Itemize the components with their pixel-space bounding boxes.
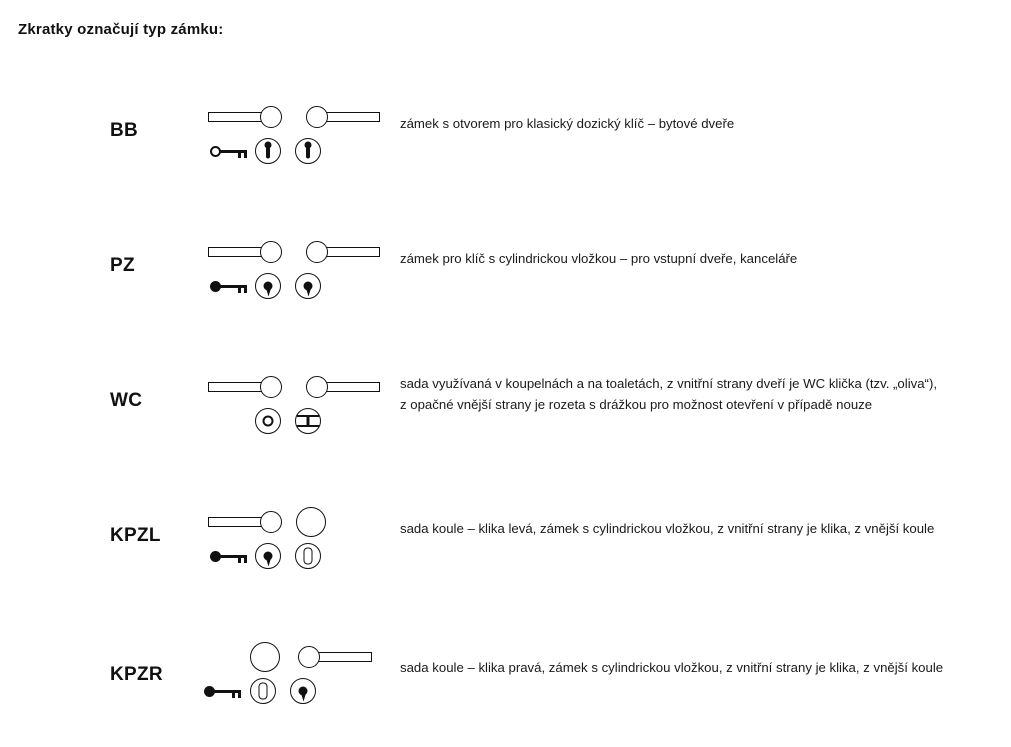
rosette-keyhole-bb-inner-icon (255, 138, 281, 164)
rosette-knob-icon (295, 543, 321, 569)
rosette-keyhole-pz-icon (290, 678, 316, 704)
row-code-pz: PZ (110, 255, 135, 276)
row-desc-kpzl (400, 518, 1000, 539)
key-solid-icon (210, 549, 250, 563)
row-desc-kpzl-line1: sada koule – klika levá, zámek s cylindrickou vložkou, z vnitřní strany je klika, z vnější koule (400, 521, 935, 536)
row-desc-wc-line2: z opačné vnější strany je rozeta s drážkou pro možnost otevření v případě nouze (400, 397, 873, 412)
row-code-kpzl: KPZL (110, 525, 161, 546)
key-outline-icon (210, 144, 250, 158)
key-solid-icon (204, 684, 244, 698)
row-glyphs-kpzl (200, 477, 390, 612)
row-code-wc: WC (110, 390, 143, 411)
handle-right-icon (296, 106, 380, 128)
rosette-wc-emergency-slot-icon (295, 408, 321, 434)
table-row (0, 72, 1011, 207)
rosette-keyhole-pz-inner-icon (255, 273, 281, 299)
key-solid-icon (210, 279, 250, 293)
handle-left-icon (208, 106, 292, 128)
row-code-kpzr: KPZR (110, 664, 163, 685)
knob-circle-icon (296, 507, 326, 537)
row-desc-wc-line1: sada využívaná v koupelnách a na toaletách, z vnitřní strany dveří je WC klička (tzv. „oliva“), (400, 376, 938, 391)
row-desc-pz (400, 248, 1000, 269)
rosette-keyhole-pz-outer-icon (295, 273, 321, 299)
rosette-keyhole-pz-icon (255, 543, 281, 569)
knob-circle-icon (250, 642, 280, 672)
handle-right-icon (296, 376, 380, 398)
table-row (0, 477, 1011, 612)
row-desc-kpzr-line1: sada koule – klika pravá, zámek s cylindrickou vložkou, z vnitřní strany je klika, z vnější koule (400, 660, 944, 675)
table-row (0, 612, 1011, 747)
row-desc-kpzr (400, 657, 1000, 678)
rosette-keyhole-bb-outer-icon (295, 138, 321, 164)
handle-left-icon (208, 376, 292, 398)
row-desc-wc (400, 373, 1000, 415)
row-desc-bb (400, 113, 1000, 134)
row-glyphs-bb (200, 72, 390, 207)
page-title: Zkratky označují typ zámku: (18, 21, 224, 38)
row-glyphs-wc (200, 342, 390, 477)
abbreviation-rows (0, 72, 1011, 747)
handle-right-icon (296, 241, 380, 263)
rosette-knob-icon (250, 678, 276, 704)
rosette-wc-oliva-icon (255, 408, 281, 434)
handle-left-icon (208, 241, 292, 263)
handle-right-icon (288, 646, 372, 668)
row-glyphs-kpzr (200, 612, 390, 747)
row-desc-bb-line1: zámek s otvorem pro klasický dozický klíč – bytové dveře (400, 116, 735, 131)
row-code-bb: BB (110, 120, 139, 141)
table-row (0, 207, 1011, 342)
handle-left-icon (208, 511, 292, 533)
table-row (0, 342, 1011, 477)
row-desc-pz-line1: zámek pro klíč s cylindrickou vložkou – pro vstupní dveře, kanceláře (400, 251, 798, 266)
row-glyphs-pz (200, 207, 390, 342)
